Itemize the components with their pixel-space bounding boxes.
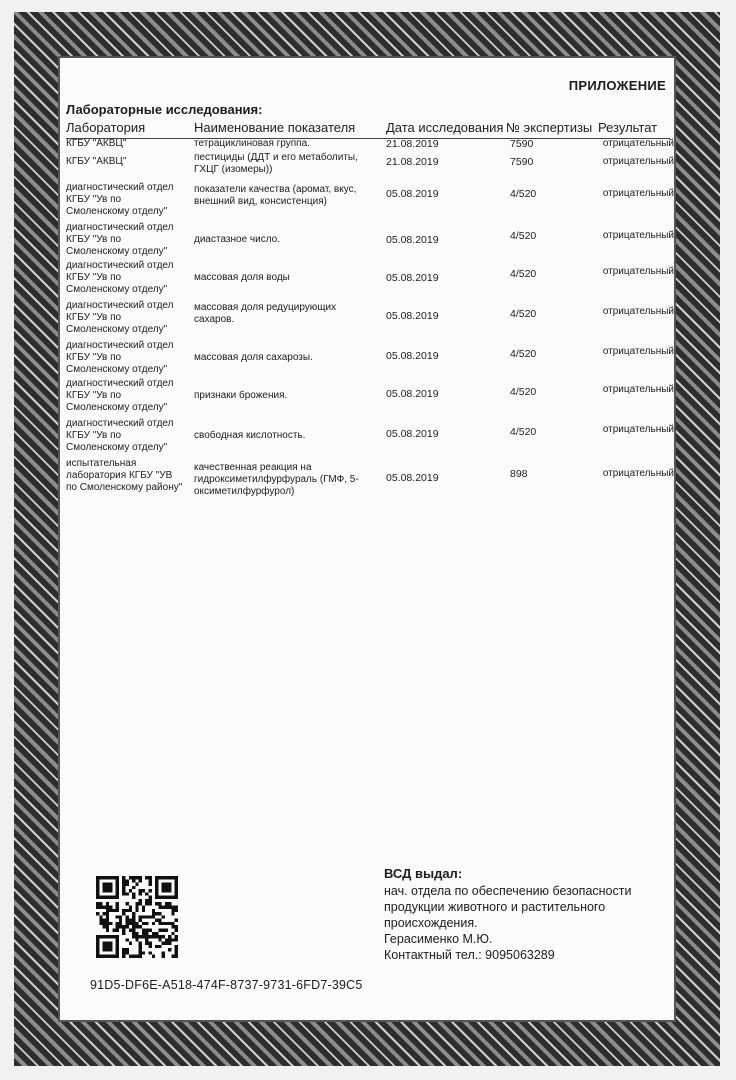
cell-laboratory: диагностический отдел КГБУ "Ув по Смоленскому отделу" xyxy=(66,182,174,217)
issuer-title: ВСД выдал: xyxy=(384,866,463,881)
cell-indicator: качественная реакция на гидроксиметилфурфураль (ГМФ, 5-оксиметилфурфурол) xyxy=(194,462,359,497)
cell-indicator: тетрациклиновая группа. xyxy=(194,138,310,149)
cell-date: 05.08.2019 xyxy=(386,234,439,246)
appendix-heading: ПРИЛОЖЕНИЕ xyxy=(568,78,666,93)
cell-exam-number: 4/520 xyxy=(510,426,537,438)
cell-date: 05.08.2019 xyxy=(386,188,439,200)
cell-date: 05.08.2019 xyxy=(386,428,439,440)
cell-date: 05.08.2019 xyxy=(386,310,439,322)
cell-exam-number: 4/520 xyxy=(510,386,537,398)
section-title: Лабораторные исследования: xyxy=(66,102,263,117)
cell-indicator: диастазное число. xyxy=(194,234,280,245)
cell-indicator: массовая доля редуцирующих сахаров. xyxy=(194,302,337,325)
cell-result: отрицательный xyxy=(602,156,674,167)
cell-exam-number: 7590 xyxy=(510,156,534,168)
cell-exam-number: 4/520 xyxy=(510,348,537,360)
cell-date: 21.08.2019 xyxy=(386,156,439,168)
cell-laboratory: КГБУ "АКВЦ" xyxy=(66,156,127,167)
cell-exam-number: 898 xyxy=(510,468,528,480)
col-header-lab: Лаборатория xyxy=(66,120,146,135)
cell-date: 05.08.2019 xyxy=(386,472,439,484)
cell-result: отрицательный xyxy=(602,424,674,435)
col-header-result: Результат xyxy=(598,120,658,135)
cell-indicator: признаки брожения. xyxy=(194,390,288,401)
cell-result: отрицательный xyxy=(602,230,674,241)
cell-laboratory: диагностический отдел КГБУ "Ув по Смоленскому отделу" xyxy=(66,340,174,375)
document-page xyxy=(62,60,674,1018)
cell-result: отрицательный xyxy=(602,384,674,395)
cell-indicator: массовая доля воды xyxy=(194,272,290,283)
cell-exam-number: 4/520 xyxy=(510,230,537,242)
cell-indicator: массовая доля сахарозы. xyxy=(194,352,313,363)
issuer-phone: Контактный тел.: 9095063289 xyxy=(384,948,555,962)
cell-date: 05.08.2019 xyxy=(386,272,439,284)
cell-indicator: свободная кислотность. xyxy=(194,430,306,441)
issuer-block xyxy=(384,866,674,963)
issuer-name: Герасименко М.Ю. xyxy=(384,932,493,946)
cell-result: отрицательный xyxy=(602,266,674,277)
cell-exam-number: 4/520 xyxy=(510,308,537,320)
cell-laboratory: диагностический отдел КГБУ "Ув по Смоленскому отделу" xyxy=(66,222,174,257)
col-header-date: Дата исследования xyxy=(386,120,504,135)
cell-laboratory: КГБУ "АКВЦ" xyxy=(66,138,127,149)
issuer-line-1: нач. отдела по обеспечению безопасности xyxy=(384,884,632,898)
issuer-line-3: происхождения. xyxy=(384,916,478,930)
cell-laboratory: диагностический отдел КГБУ "Ув по Смоленскому отделу" xyxy=(66,378,174,413)
cell-laboratory: диагностический отдел КГБУ "Ув по Смоленскому отделу" xyxy=(66,260,174,295)
table-header xyxy=(66,120,670,139)
cell-result: отрицательный xyxy=(602,306,674,317)
col-header-indicator: Наименование показателя xyxy=(194,120,356,135)
cell-result: отрицательный xyxy=(602,138,674,149)
cell-laboratory: диагностический отдел КГБУ "Ув по Смоленскому отделу" xyxy=(66,418,174,453)
cell-laboratory: диагностический отдел КГБУ "Ув по Смоленскому отделу" xyxy=(66,300,174,335)
cell-laboratory: испытательная лаборатория КГБУ "УВ по Смоленскому району" xyxy=(66,458,183,493)
cell-date: 21.08.2019 xyxy=(386,138,439,150)
cell-indicator: пестициды (ДДТ и его метаболиты, ГХЦГ (изомеры)) xyxy=(194,152,358,175)
cell-date: 05.08.2019 xyxy=(386,350,439,362)
qr-code xyxy=(96,876,178,958)
cell-indicator: показатели качества (аромат, вкус, внешний вид, консистенция) xyxy=(194,184,357,207)
issuer-line-2: продукции животного и растительного xyxy=(384,900,606,914)
cell-exam-number: 4/520 xyxy=(510,268,537,280)
cell-result: отрицательный xyxy=(602,188,674,199)
cell-result: отрицательный xyxy=(602,468,674,479)
document-code: 91D5-DF6E-A518-474F-8737-9731-6FD7-39C5 xyxy=(90,978,363,992)
cell-exam-number: 4/520 xyxy=(510,188,537,200)
cell-exam-number: 7590 xyxy=(510,138,534,150)
cell-date: 05.08.2019 xyxy=(386,388,439,400)
col-header-number: № экспертизы xyxy=(506,120,593,135)
cell-result: отрицательный xyxy=(602,346,674,357)
